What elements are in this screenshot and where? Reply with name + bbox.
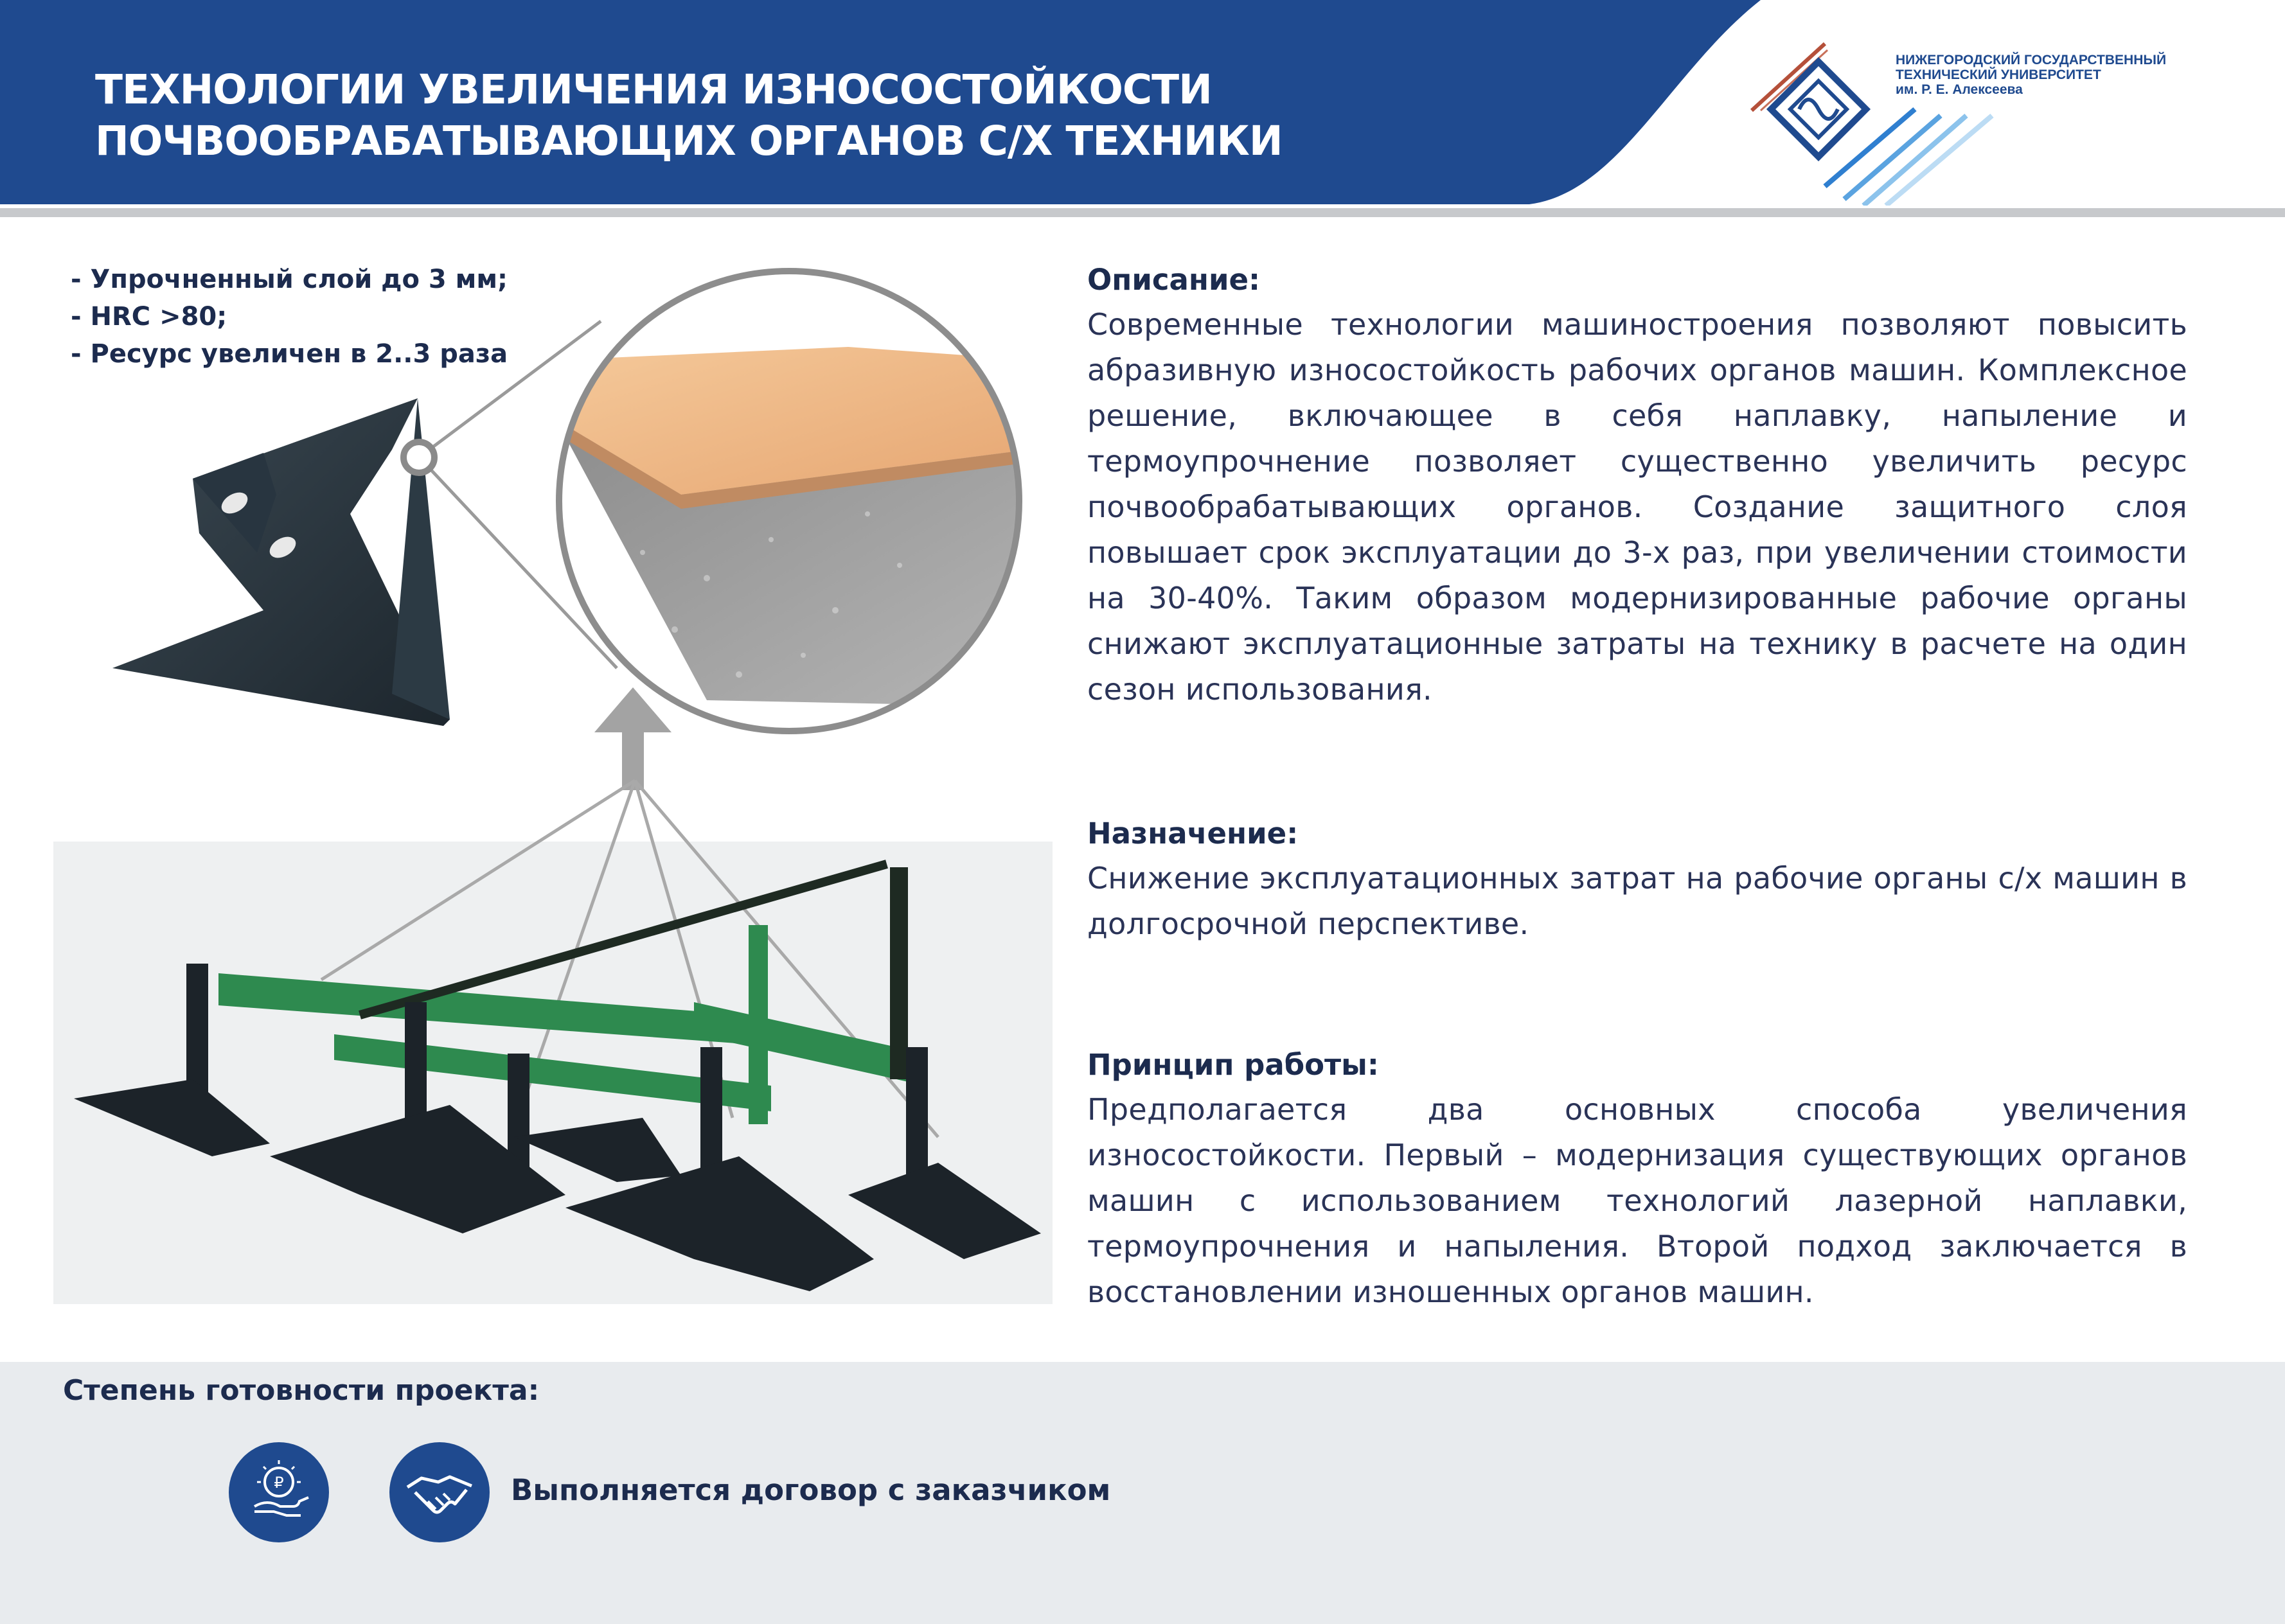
hardened-layer-magnifier	[553, 257, 1028, 745]
readiness-title: Степень готовности проекта:	[63, 1374, 540, 1407]
university-line2: ТЕХНИЧЕСКИЙ УНИВЕРСИТЕТ	[1896, 67, 2101, 82]
purpose-text: Снижение эксплуатационных затрат на рабочие органы с/х машин в долгосрочной перспективе.	[1087, 861, 2187, 941]
description-section	[1087, 261, 2187, 712]
description-heading: Описание:	[1087, 263, 1261, 297]
handshake-icon	[389, 1442, 490, 1542]
page-title-line2: ПОЧВООБРАБАТЫВАЮЩИХ ОРГАНОВ С/Х ТЕХНИКИ	[95, 118, 1283, 164]
plow-image	[53, 781, 1053, 1304]
page-title-line1: ТЕХНОЛОГИИ УВЕЛИЧЕНИЯ ИЗНОСОСТОЙКОСТИ	[95, 66, 1212, 113]
page-title	[95, 64, 1573, 167]
purpose-section	[1087, 815, 2187, 947]
svg-text:₽: ₽	[274, 1474, 284, 1492]
sweep-shovel-image	[112, 398, 450, 726]
principle-heading: Принцип работы:	[1087, 1048, 1379, 1082]
feature-item: - HRC >80;	[71, 302, 227, 331]
principle-text: Предполагается два основных способа увеличения износостойкости. Первый – модернизация существующих органов машин с использованием технологий лазерной наплавки, термоупрочнения и напыления. Второй подход заключается в восстановлении изношенных органов машин.	[1087, 1092, 2187, 1309]
up-arrow-icon	[594, 687, 671, 790]
principle-section	[1087, 1046, 2187, 1315]
university-name	[1896, 53, 2166, 97]
feature-item: - Ресурс увеличен в 2..3 раза	[71, 339, 508, 369]
university-line3: им. Р. Е. Алексеева	[1896, 82, 2023, 97]
investment-icon	[229, 1442, 329, 1542]
university-logo	[1748, 13, 2159, 206]
description-text: Современные технологии машиностроения позволяют повысить абразивную износостойкость рабочих органов машин. Комплексное решение, включающее в себя наплавку, напыление и термоупрочнение позволяет существенно увеличить ресурс почвообрабатывающих органов. Создание защитного слоя повышает срок эксплуатации до 3-х раз, при увеличении стоимости на 30-40%. Таким образом модернизированные рабочие органы снижают эксплуатационные затраты на технику в расчете на один сезон использования.	[1087, 307, 2187, 707]
illustration	[0, 218, 1067, 1349]
readiness-status: Выполняется договор с заказчиком	[511, 1473, 1111, 1507]
header-banner	[0, 0, 2285, 218]
feature-item: - Упрочненный слой до 3 мм;	[71, 265, 508, 294]
callout-point	[404, 442, 434, 473]
university-line1: НИЖЕГОРОДСКИЙ ГОСУДАРСТВЕННЫЙ	[1896, 53, 2167, 67]
purpose-heading: Назначение:	[1087, 816, 1299, 851]
